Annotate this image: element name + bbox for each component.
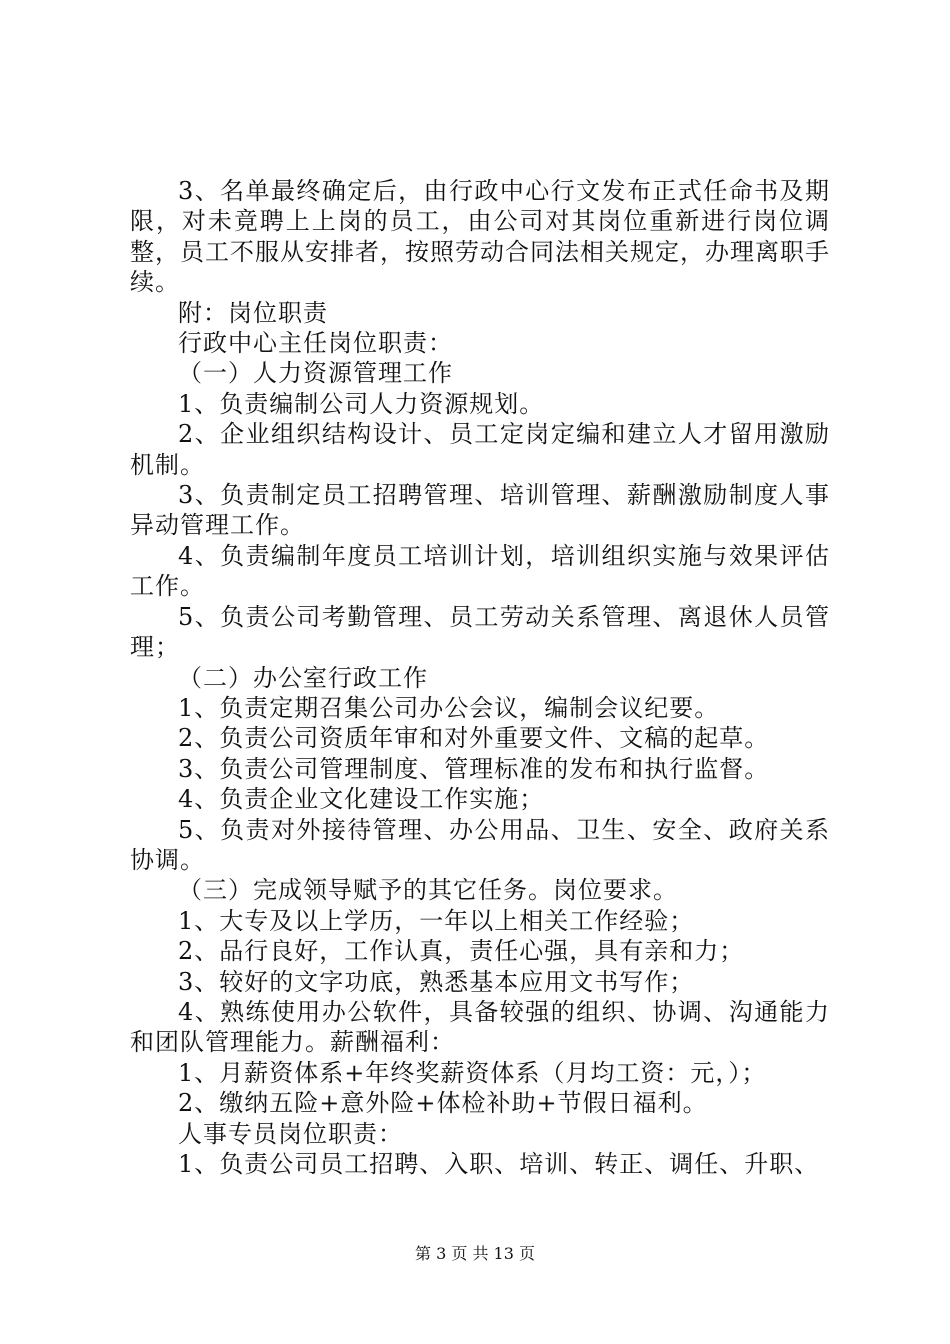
paragraph-17: 1、大专及以上学历，一年以上相关工作经验； bbox=[178, 906, 695, 935]
paragraph-21: 1、月薪资体系+年终奖薪资体系（月均工资：元，）； bbox=[178, 1058, 767, 1087]
paragraph-14: 4、负责企业文化建设工作实施； bbox=[178, 785, 545, 814]
document-body bbox=[130, 176, 830, 1179]
paragraph-20: 4、熟练使用办公软件，具备较强的组织、协调、沟通能力和团队管理能力。薪酬福利： bbox=[130, 997, 830, 1057]
paragraph-9: 5、负责公司考勤管理、员工劳动关系管理、离退休人员管理； bbox=[130, 602, 830, 662]
paragraph-2: 附：岗位职责 bbox=[178, 298, 328, 327]
page-number-footer: 第 3 页 共 13 页 bbox=[415, 1244, 535, 1263]
paragraph-7: 3、负责制定员工招聘管理、培训管理、薪酬激励制度人事异动管理工作。 bbox=[130, 481, 830, 540]
paragraph-6: 2、企业组织结构设计、员工定岗定编和建立人才留用激励机制。 bbox=[130, 420, 830, 479]
paragraph-8: 4、负责编制年度员工培训计划，培训组织实施与效果评估工作。 bbox=[130, 541, 830, 601]
paragraph-4: （一）人力资源管理工作 bbox=[178, 359, 453, 388]
paragraph-23: 人事专员岗位职责： bbox=[178, 1119, 403, 1148]
paragraph-1: 3、名单最终确定后，由行政中心行文发布正式任命书及期限，对未竟聘上上岗的员工，由公司对其岗位重新进行岗位调整，员工不服从安排者，按照劳动合同法相关规定，办理离职手续。 bbox=[130, 177, 830, 297]
paragraph-5: 1、负责编制公司人力资源规划。 bbox=[178, 389, 545, 418]
paragraph-19: 3、较好的文字功底，熟悉基本应用文书写作； bbox=[178, 967, 695, 996]
paragraph-13: 3、负责公司管理制度、管理标准的发布和执行监督。 bbox=[178, 754, 770, 783]
paragraph-18: 2、品行良好，工作认真，责任心强，具有亲和力； bbox=[178, 937, 745, 966]
paragraph-24: 1、负责公司员工招聘、入职、培训、转正、调任、升职、 bbox=[178, 1150, 820, 1178]
paragraph-22: 2、缴纳五险+意外险+体检补助+节假日福利。 bbox=[178, 1089, 708, 1118]
paragraph-3: 行政中心主任岗位职责： bbox=[178, 329, 453, 358]
paragraph-15: 5、负责对外接待管理、办公用品、卫生、安全、政府关系协调。 bbox=[130, 815, 830, 874]
paragraph-11: 1、负责定期召集公司办公会议，编制会议纪要。 bbox=[178, 693, 720, 722]
paragraph-12: 2、负责公司资质年审和对外重要文件、文稿的起草。 bbox=[178, 724, 770, 753]
paragraph-10: （二）办公室行政工作 bbox=[178, 663, 428, 692]
paragraph-16: （三）完成领导赋予的其它任务。岗位要求。 bbox=[178, 876, 678, 905]
